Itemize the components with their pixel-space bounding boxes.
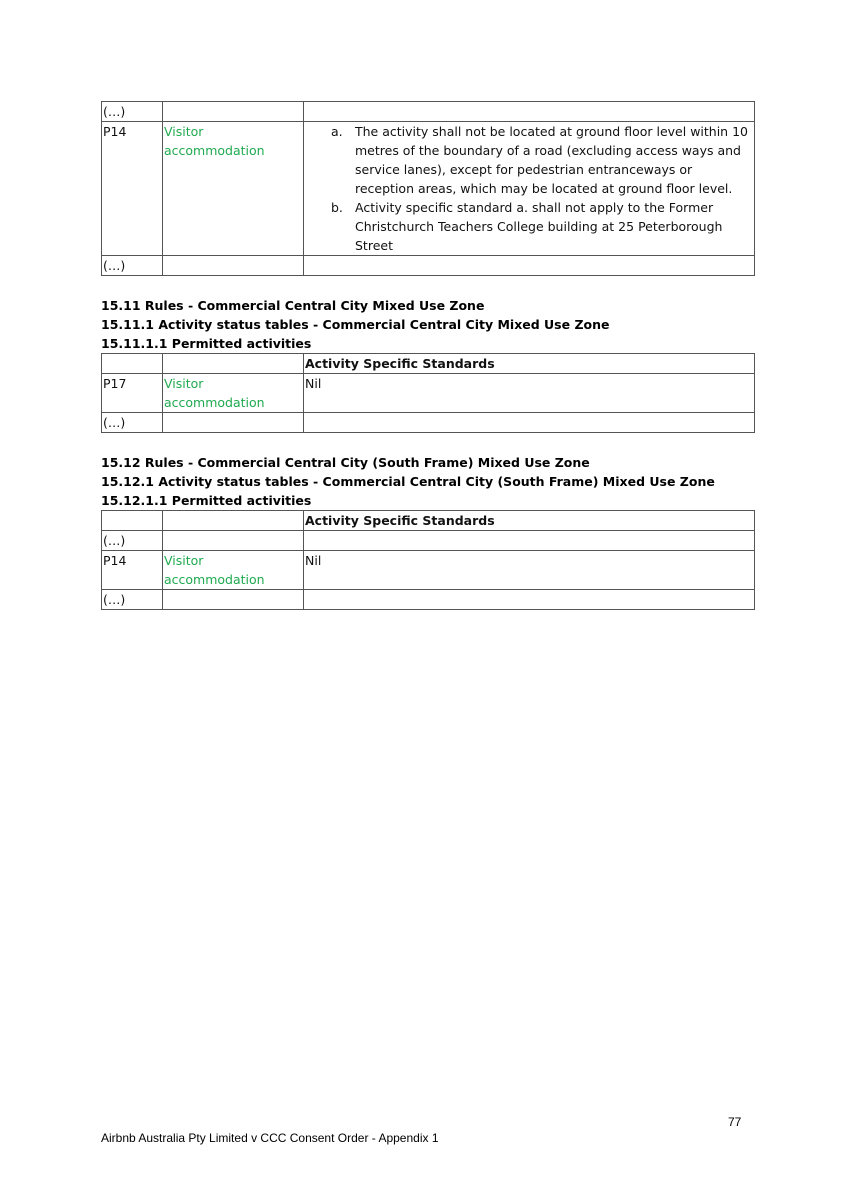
header-cell-empty [163, 511, 304, 531]
activity-name: Visitor accommodation [163, 551, 304, 590]
page-footer: Airbnb Australia Pty Limited v CCC Consent Order - Appendix 1 [101, 1131, 439, 1145]
table-header-row [102, 354, 755, 374]
activity-code: P14 [102, 551, 163, 590]
activity-table-continued [101, 101, 755, 276]
activity-code: (…) [102, 531, 163, 551]
table-row [102, 374, 755, 413]
activity-code: (…) [102, 590, 163, 610]
activity-name [163, 413, 304, 433]
activity-standards [304, 102, 755, 122]
subsubsection-heading: 15.12.1.1 Permitted activities [101, 493, 312, 508]
list-marker: a. [331, 124, 343, 139]
table-header-row [102, 511, 755, 531]
activity-standards [304, 531, 755, 551]
header-cell-empty [163, 354, 304, 374]
activity-code: P14 [102, 122, 163, 256]
standard-item [331, 198, 753, 255]
activity-name: Visitor accommodation [163, 122, 304, 256]
table-row [102, 256, 755, 276]
header-cell-empty [102, 354, 163, 374]
subsection-heading: 15.12.1 Activity status tables - Commercial Central City (South Frame) Mixed Use Zone [101, 474, 715, 489]
standard-item [331, 122, 753, 198]
column-header: Activity Specific Standards [304, 511, 755, 531]
activity-name: Visitor accommodation [163, 374, 304, 413]
activity-standards [304, 256, 755, 276]
section-heading: 15.12 Rules - Commercial Central City (South Frame) Mixed Use Zone [101, 455, 590, 470]
activity-name [163, 256, 304, 276]
activity-code: P17 [102, 374, 163, 413]
standard-text: Activity specific standard a. shall not apply to the Former Christchurch Teachers College building at 25 Peterborough Street [355, 200, 723, 253]
activity-code: (…) [102, 256, 163, 276]
activity-code: (…) [102, 102, 163, 122]
activity-standards [304, 122, 755, 256]
subsubsection-heading: 15.11.1.1 Permitted activities [101, 336, 312, 351]
table-row [102, 590, 755, 610]
activity-standards [304, 590, 755, 610]
subsection-heading: 15.11.1 Activity status tables - Commercial Central City Mixed Use Zone [101, 317, 610, 332]
table-row [102, 531, 755, 551]
column-header: Activity Specific Standards [304, 354, 755, 374]
activity-name [163, 102, 304, 122]
activity-standards [304, 413, 755, 433]
activity-code: (…) [102, 413, 163, 433]
section-heading: 15.11 Rules - Commercial Central City Mixed Use Zone [101, 298, 485, 313]
header-cell-empty [102, 511, 163, 531]
standard-text: The activity shall not be located at ground floor level within 10 metres of the boundary of a road (excluding access ways and service lanes), except for pedestrian entranceways or reception areas, which may be located at ground floor level. [355, 124, 748, 196]
permitted-activities-table [101, 353, 755, 433]
page-number: 77 [728, 1115, 742, 1129]
permitted-activities-table [101, 510, 755, 610]
table-row [102, 122, 755, 256]
activity-standards: Nil [304, 551, 755, 590]
table-row [102, 551, 755, 590]
list-marker: b. [331, 200, 343, 215]
activity-name [163, 531, 304, 551]
activity-standards: Nil [304, 374, 755, 413]
activity-name [163, 590, 304, 610]
table-row [102, 102, 755, 122]
table-row [102, 413, 755, 433]
standards-list [305, 122, 753, 255]
